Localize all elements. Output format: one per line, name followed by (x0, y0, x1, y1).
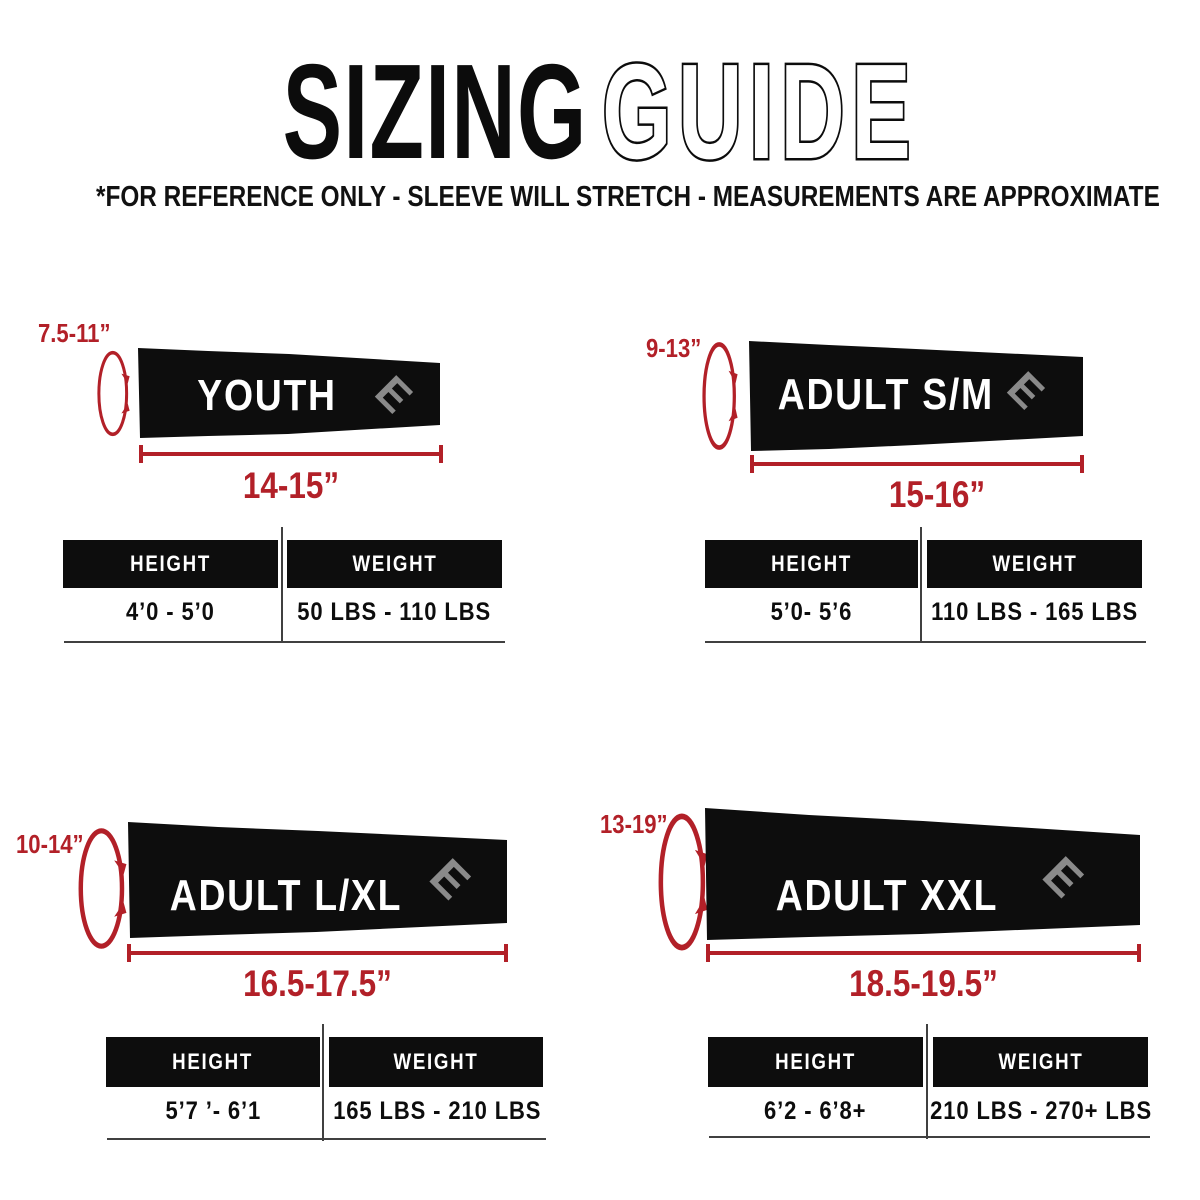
size-name: ADULT S/M (777, 370, 994, 419)
height-value-text: 5’0- 5’6 (770, 597, 853, 626)
height-header-label: HEIGHT (130, 551, 211, 576)
length-dimension-line (128, 951, 507, 955)
weight-value-text: 165 LBS - 210 LBS (332, 1096, 542, 1125)
circumference-label: 7.5-11” (38, 318, 111, 348)
circumference-label: 10-14” (16, 829, 84, 859)
table-divider (926, 1024, 928, 1139)
height-value (106, 1093, 320, 1129)
circumference-label: 13-19” (600, 809, 668, 839)
table-divider (322, 1024, 324, 1141)
table-divider (920, 527, 922, 643)
weight-header (287, 540, 502, 588)
weight-value (925, 594, 1145, 630)
height-header (63, 540, 278, 588)
weight-header-label: WEIGHT (393, 1049, 479, 1074)
table-bottom-rule (107, 1138, 546, 1140)
title-word-sizing: SIZING (282, 36, 588, 187)
height-value-text: 4’0 - 5’0 (126, 597, 215, 626)
height-header-label: HEIGHT (775, 1049, 856, 1074)
title-word-guide: GUIDE (602, 36, 918, 187)
weight-header-label: WEIGHT (352, 551, 437, 576)
height-header-label: HEIGHT (172, 1049, 254, 1074)
length-dimension-line (751, 462, 1083, 466)
height-value (708, 1093, 923, 1129)
height-header (708, 1037, 923, 1087)
disclaimer-text: *FOR REFERENCE ONLY - SLEEVE WILL STRETCH - MEASUREMENTS ARE APPROXIMATE (96, 181, 1160, 213)
brand-logo-icon: E (365, 366, 422, 423)
brand-logo-icon: E (1032, 847, 1093, 908)
weight-header-label: WEIGHT (998, 1049, 1083, 1074)
brand-logo-icon: E (419, 849, 480, 910)
weight-value (931, 1093, 1151, 1129)
size-name: ADULT L/XL (169, 871, 403, 920)
weight-header (933, 1037, 1148, 1087)
length-label: 14-15” (242, 465, 340, 506)
size-name: YOUTH (197, 371, 337, 420)
weight-value-text: 50 LBS - 110 LBS (297, 597, 492, 626)
weight-value-text: 110 LBS - 165 LBS (931, 597, 1139, 626)
height-value-text: 5’7 ’- 6’1 (165, 1096, 261, 1125)
height-value (705, 594, 918, 630)
circumference-arrow-icon (78, 827, 127, 950)
height-value-text: 6’2 - 6’8+ (764, 1096, 867, 1125)
table-bottom-rule (705, 641, 1146, 643)
weight-header-label: WEIGHT (992, 551, 1077, 576)
weight-header (329, 1037, 543, 1087)
length-dimension-line (140, 452, 442, 456)
circumference-arrow-icon (658, 812, 708, 952)
length-label: 18.5-19.5” (849, 963, 998, 1004)
table-bottom-rule (709, 1136, 1150, 1138)
circumference-arrow-icon (702, 341, 738, 451)
weight-value-text: 210 LBS - 270+ LBS (930, 1096, 1152, 1125)
height-header (705, 540, 918, 588)
page-title (204, 36, 996, 187)
circumference-arrow-icon (97, 350, 130, 437)
table-bottom-rule (64, 641, 505, 643)
length-label: 16.5-17.5” (243, 963, 392, 1004)
height-value (63, 594, 278, 630)
height-header-label: HEIGHT (771, 551, 852, 576)
weight-value (327, 1093, 547, 1129)
table-divider (281, 527, 283, 643)
weight-value (283, 594, 506, 630)
length-dimension-line (707, 951, 1140, 955)
size-name: ADULT XXL (775, 871, 999, 920)
circumference-label: 9-13” (646, 333, 702, 363)
length-label: 15-16” (888, 474, 986, 515)
brand-logo-icon: E (997, 362, 1054, 419)
weight-header (927, 540, 1142, 588)
height-header (106, 1037, 320, 1087)
